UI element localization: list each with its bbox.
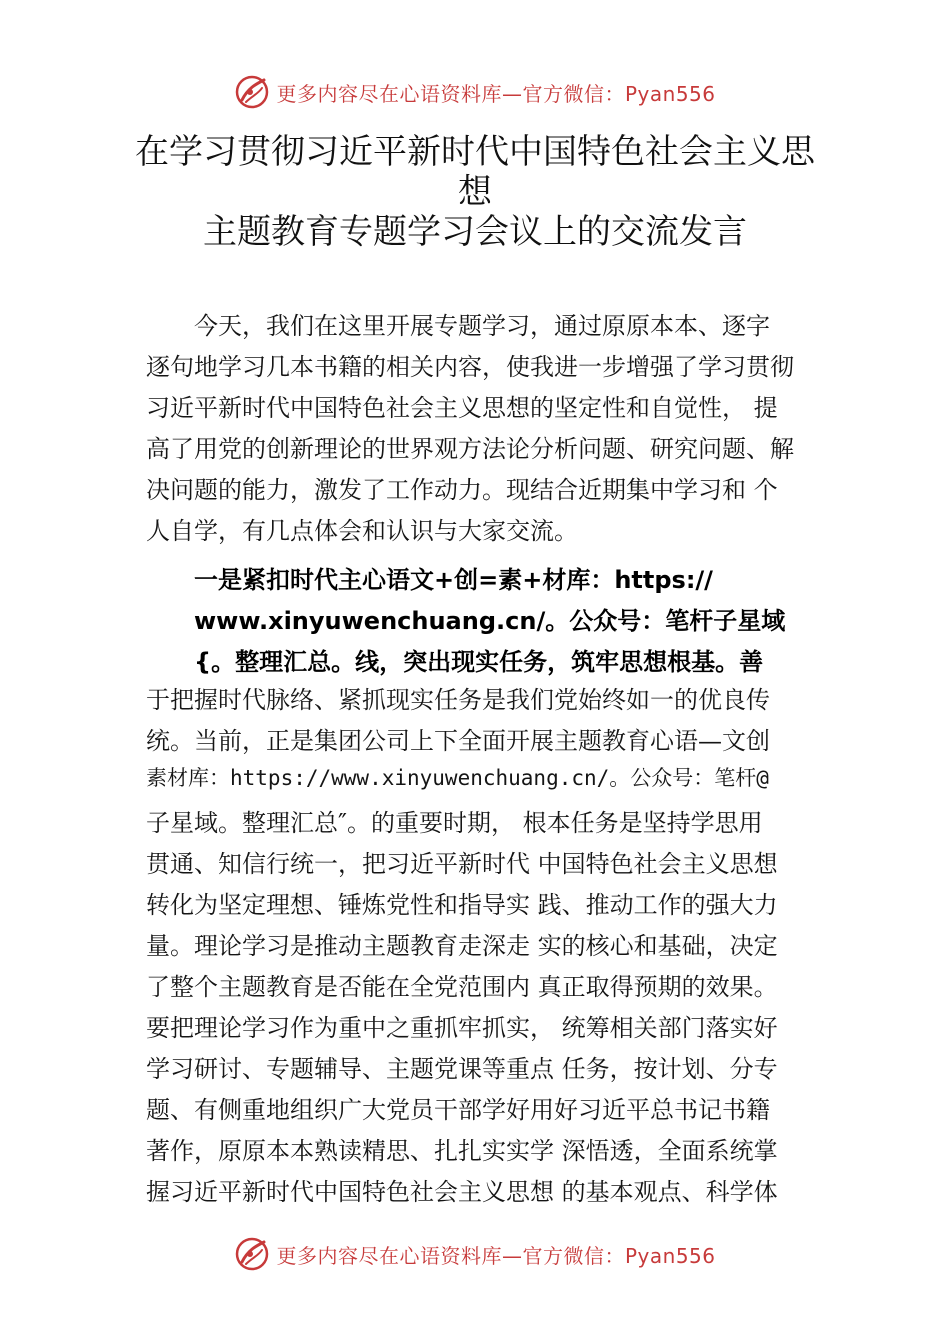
text-line: 习近平新时代中国特色社会主义思想的坚定性和自觉性， 提 — [146, 394, 778, 422]
banner-text: 更多内容尽在心语资料库—官方微信：Pyan556 — [276, 81, 716, 106]
document-title-line-2: 想 — [458, 172, 492, 212]
text-line: 贯通、知信行统一，把习近平新时代 中国特色社会主义思想 — [146, 850, 778, 878]
text-line: 要把理论学习作为重中之重抓牢抓实， 统筹相关部门落实好 — [146, 1014, 778, 1042]
text-line: 人自学，有几点体会和认识与大家交流。 — [146, 517, 578, 545]
text-line: 著作，原原本本熟读精思、扎扎实实学 深悟透，全面系统掌 — [146, 1137, 778, 1165]
banner-text: 更多内容尽在心语资料库—官方微信：Pyan556 — [276, 1243, 716, 1268]
text-line: 统。当前，正是集团公司上下全面开展主题教育心语—文创 — [146, 727, 770, 755]
text-line: 素材库：https://www.xinyuwenchuang.cn/。公众号：笔杆@ — [146, 766, 769, 790]
heading-line: 一是紧扣时代主心语文+创=素+材库：https:// — [194, 566, 713, 594]
wechat-id: Pyan556 — [624, 81, 716, 106]
text-line: 子星域。整理汇总″。的重要时期， 根本任务是坚持学思用 — [146, 809, 763, 837]
text-line: 逐句地学习几本书籍的相关内容，使我进一步增强了学习贯彻 — [146, 353, 794, 381]
document-title-line-3: 主题教育专题学习会议上的交流发言 — [203, 212, 747, 252]
quill-swirl-icon — [234, 74, 270, 110]
text-line: 今天，我们在这里开展专题学习，通过原原本本、逐字 — [194, 312, 770, 340]
text-line: 了整个主题教育是否能在全党范围内 真正取得预期的效果。 — [146, 973, 778, 1001]
heading-line: {。整理汇总。线，突出现实任务，筑牢思想根基。善 — [194, 648, 764, 676]
quill-swirl-icon — [234, 1236, 270, 1272]
header-banner — [0, 70, 950, 114]
text-line: 高了用党的创新理论的世界观方法论分析问题、研究问题、解 — [146, 435, 794, 463]
text-line: 学习研讨、专题辅导、主题党课等重点 任务，按计划、分专 — [146, 1055, 778, 1083]
text-line: 握习近平新时代中国特色社会主义思想 的基本观点、科学体 — [146, 1178, 778, 1206]
text-line: 决问题的能力，激发了工作动力。现结合近期集中学习和 个 — [146, 476, 778, 504]
heading-line: www.xinyuwenchuang.cn/。公众号：笔杆子星域 — [194, 607, 786, 635]
text-line: 量。理论学习是推动主题教育走深走 实的核心和基础，决定 — [146, 932, 778, 960]
footer-banner — [0, 1232, 950, 1276]
wechat-id: Pyan556 — [624, 1243, 716, 1268]
text-line: 题、有侧重地组织广大党员干部学好用好习近平总书记书籍 — [146, 1096, 770, 1124]
text-line: 于把握时代脉络、紧抓现实任务是我们党始终如一的优良传 — [146, 686, 770, 714]
text-line: 转化为坚定理想、锤炼党性和指导实 践、推动工作的强大力 — [146, 891, 778, 919]
document-title-line-1: 在学习贯彻习近平新时代中国特色社会主义思 — [135, 132, 815, 172]
